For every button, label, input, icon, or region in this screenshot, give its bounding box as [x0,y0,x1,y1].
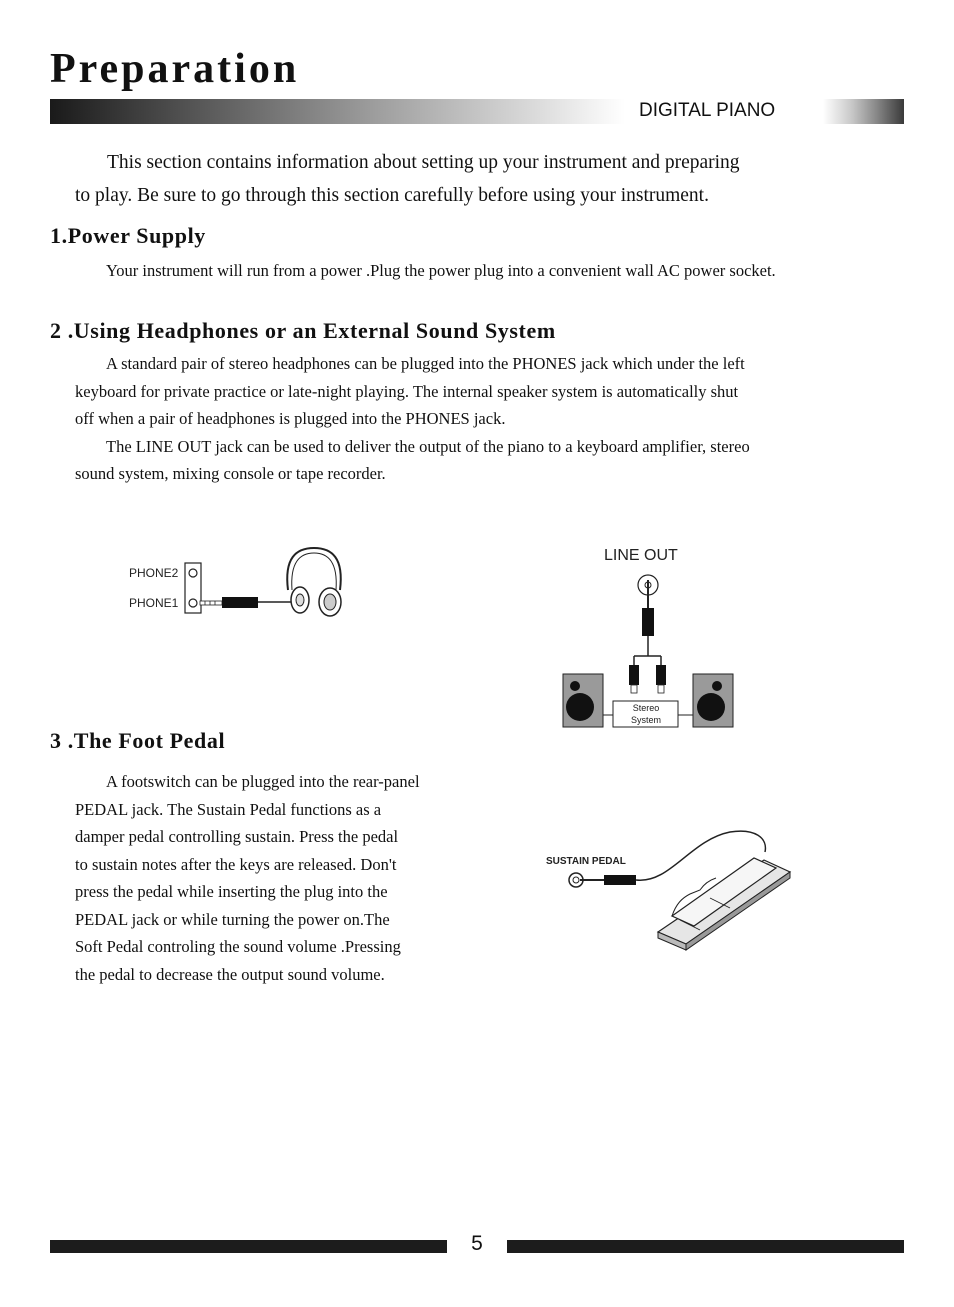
sustain-pedal-label: SUSTAIN PEDAL [546,856,626,867]
page-title: Preparation [50,46,300,92]
lineout-diagram [555,540,745,735]
footer-bar-left [50,1240,447,1253]
pedal-line-1: A footswitch can be plugged into the rear-panel [106,772,420,791]
lineout-line-1: The LINE OUT jack can be used to deliver the output of the piano to a keyboard amplifier, stereo [106,436,750,456]
intro-paragraph [75,146,895,212]
pedal-line-7: Soft Pedal controling the sound volume .Pressing [75,937,401,956]
phone2-jack [189,569,197,577]
sustain-pedal-icon [658,858,790,950]
headphones-line-3: off when a pair of headphones is plugged into the PHONES jack. [75,409,506,428]
intro-line-2: to play. Be sure to go through this section carefully before using your instrument. [75,185,709,206]
pedal-line-5: press the pedal while inserting the plug into the [75,882,388,901]
pedal-line-3: damper pedal controlling sustain. Press the pedal [75,827,399,846]
product-label: DIGITAL PIANO [639,100,776,121]
headphones-line-2: keyboard for private practice or late-night playing. The internal speaker system is automatically shut [75,381,739,401]
pedal-line-8: the pedal to decrease the output sound volume. [75,964,385,984]
pedal-line-4: to sustain notes after the keys are released. Don't [75,854,397,874]
header-gradient-block [823,99,904,124]
sustain-pedal-diagram [540,820,800,955]
foot-pedal-paragraph [75,768,495,988]
header-gradient-bar [50,99,625,124]
section-heading-power-supply: 1.Power Supply [50,223,206,248]
right-speaker-icon [693,674,733,727]
headphones-icon [287,548,341,616]
pedal-line-2: PEDAL jack. The Sustain Pedal functions as a [75,799,382,819]
phone1-jack [189,599,197,607]
stereo-system-line-1: Stereo [632,703,660,713]
left-speaker-icon [563,674,603,727]
lineout-cable [629,580,666,693]
stereo-system-line-2: System [630,715,662,725]
page-number: 5 [471,1232,483,1255]
phone1-label: PHONE1 [129,596,179,610]
footer-bar-right [507,1240,904,1253]
headphone-plug [200,597,292,608]
section-heading-foot-pedal: 3 .The Foot Pedal [50,728,226,753]
intro-line-1: This section contains information about setting up your instrument and preparing [107,152,740,173]
phone2-label: PHONE2 [129,566,179,580]
power-supply-text: Your instrument will run from a power .Plug the power plug into a convenient wall AC power socket. [106,261,776,280]
headphones-diagram [120,540,360,620]
lineout-title: LINE OUT [604,547,678,564]
pedal-line-6: PEDAL jack or while turning the power on.The [75,909,390,929]
section-heading-headphones: 2 .Using Headphones or an External Sound System [50,318,556,343]
lineout-line-2: sound system, mixing console or tape recorder. [75,464,386,483]
headphones-line-1: A standard pair of stereo headphones can be plugged into the PHONES jack which under the left [106,354,745,373]
headphones-paragraph [75,350,905,488]
